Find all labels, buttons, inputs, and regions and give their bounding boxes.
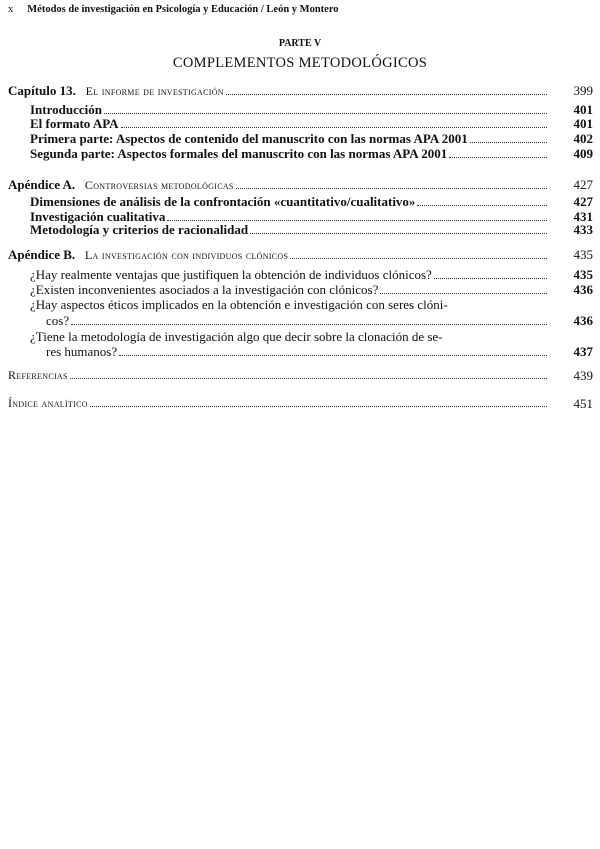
page-ref: 436: [573, 282, 593, 297]
entry-title: Primera parte: Aspectos de contenido del manuscrito con las normas APA 2001: [30, 131, 468, 146]
entry-title: Investigación cualitativa: [30, 209, 166, 224]
entry-title: El formato APA: [30, 116, 119, 131]
toc-entry[interactable]: [30, 131, 548, 146]
toc-entry[interactable]: [30, 116, 548, 131]
toc-entry[interactable]: [46, 344, 548, 359]
dot-leader: [167, 220, 547, 221]
entry-title: Introducción: [30, 102, 102, 117]
running-header: [8, 4, 339, 15]
dot-leader: [121, 127, 547, 128]
entry-title: ¿Hay realmente ventajas que justifiquen la obtención de individuos clónicos?: [30, 267, 432, 282]
part-title: COMPLEMENTOS METODOLÓGICOS: [172, 55, 428, 71]
page-ref: 435: [573, 267, 593, 282]
dot-leader: [417, 205, 547, 206]
toc-entry[interactable]: [30, 222, 548, 237]
dot-leader: [380, 293, 547, 294]
entry-title[interactable]: ¿Tiene la metodología de investigación algo que decir sobre la clonación de se-: [30, 329, 443, 344]
page-ref: 435: [573, 247, 593, 262]
dot-leader: [236, 188, 547, 189]
dot-leader: [470, 142, 547, 143]
dot-leader: [449, 157, 547, 158]
page-ref: 402: [573, 131, 593, 146]
page-ref: 451: [573, 396, 593, 411]
page-ref: 431: [573, 209, 593, 224]
appendix-label: Apéndice B.: [8, 247, 76, 262]
page-ref: 436: [573, 313, 593, 328]
page-ref: 427: [573, 177, 593, 192]
page-number: x: [8, 4, 14, 15]
appendix-label: Apéndice A.: [8, 177, 76, 192]
entry-title: ¿Existen inconvenientes asociados a la investigación con clónicos?: [30, 282, 379, 297]
entry-title-cont: cos?: [46, 313, 70, 328]
page-ref: 427: [573, 194, 593, 209]
entry-title: Segunda parte: Aspectos formales del manuscrito con las normas APA 2001: [30, 146, 448, 161]
entry-title[interactable]: ¿Hay aspectos éticos implicados en la obtención e investigación con seres clóni-: [30, 297, 448, 312]
page-ref: 439: [573, 368, 593, 383]
toc-references[interactable]: [8, 368, 548, 383]
dot-leader: [71, 324, 547, 325]
dot-leader: [250, 233, 547, 234]
part-label: PARTE V: [278, 38, 322, 49]
toc-appendix-a[interactable]: [8, 177, 548, 193]
dot-leader: [104, 113, 547, 114]
page-ref: 433: [573, 222, 593, 237]
toc-entry[interactable]: [30, 146, 548, 161]
toc-entry[interactable]: [30, 102, 548, 117]
chapter-label: Capítulo 13.: [8, 83, 76, 98]
toc-entry[interactable]: [46, 313, 548, 328]
page-ref: 401: [573, 102, 593, 117]
chapter-title: El informe de investigación: [85, 84, 224, 98]
references-title: Referencias: [8, 368, 68, 382]
toc-chapter-13[interactable]: [8, 83, 548, 99]
index-title: Índice analítico: [8, 396, 88, 410]
toc-appendix-b[interactable]: [8, 247, 548, 263]
toc-index[interactable]: [8, 396, 548, 411]
entry-title: Dimensiones de análisis de la confrontación «cuantitativo/cualitativo»: [30, 194, 416, 209]
entry-title: Metodología y criterios de racionalidad: [30, 222, 249, 237]
toc-entry[interactable]: [30, 282, 548, 297]
running-title: Métodos de investigación en Psicología y Educación / León y Montero: [27, 4, 339, 15]
page-ref: 409: [573, 146, 593, 161]
dot-leader: [290, 258, 547, 259]
toc-entry[interactable]: [30, 267, 548, 282]
appendix-title: La investigación con individuos clónicos: [84, 248, 289, 262]
dot-leader: [434, 278, 547, 279]
page-ref: 399: [573, 83, 593, 98]
dot-leader: [226, 94, 547, 95]
dot-leader: [90, 406, 547, 407]
page-ref: 437: [573, 344, 593, 359]
entry-title-cont: res humanos?: [46, 344, 118, 359]
page-ref: 401: [573, 116, 593, 131]
dot-leader: [70, 378, 547, 379]
appendix-title: Controversias metodológicas: [84, 178, 234, 192]
dot-leader: [119, 355, 547, 356]
toc-entry[interactable]: [30, 194, 548, 209]
